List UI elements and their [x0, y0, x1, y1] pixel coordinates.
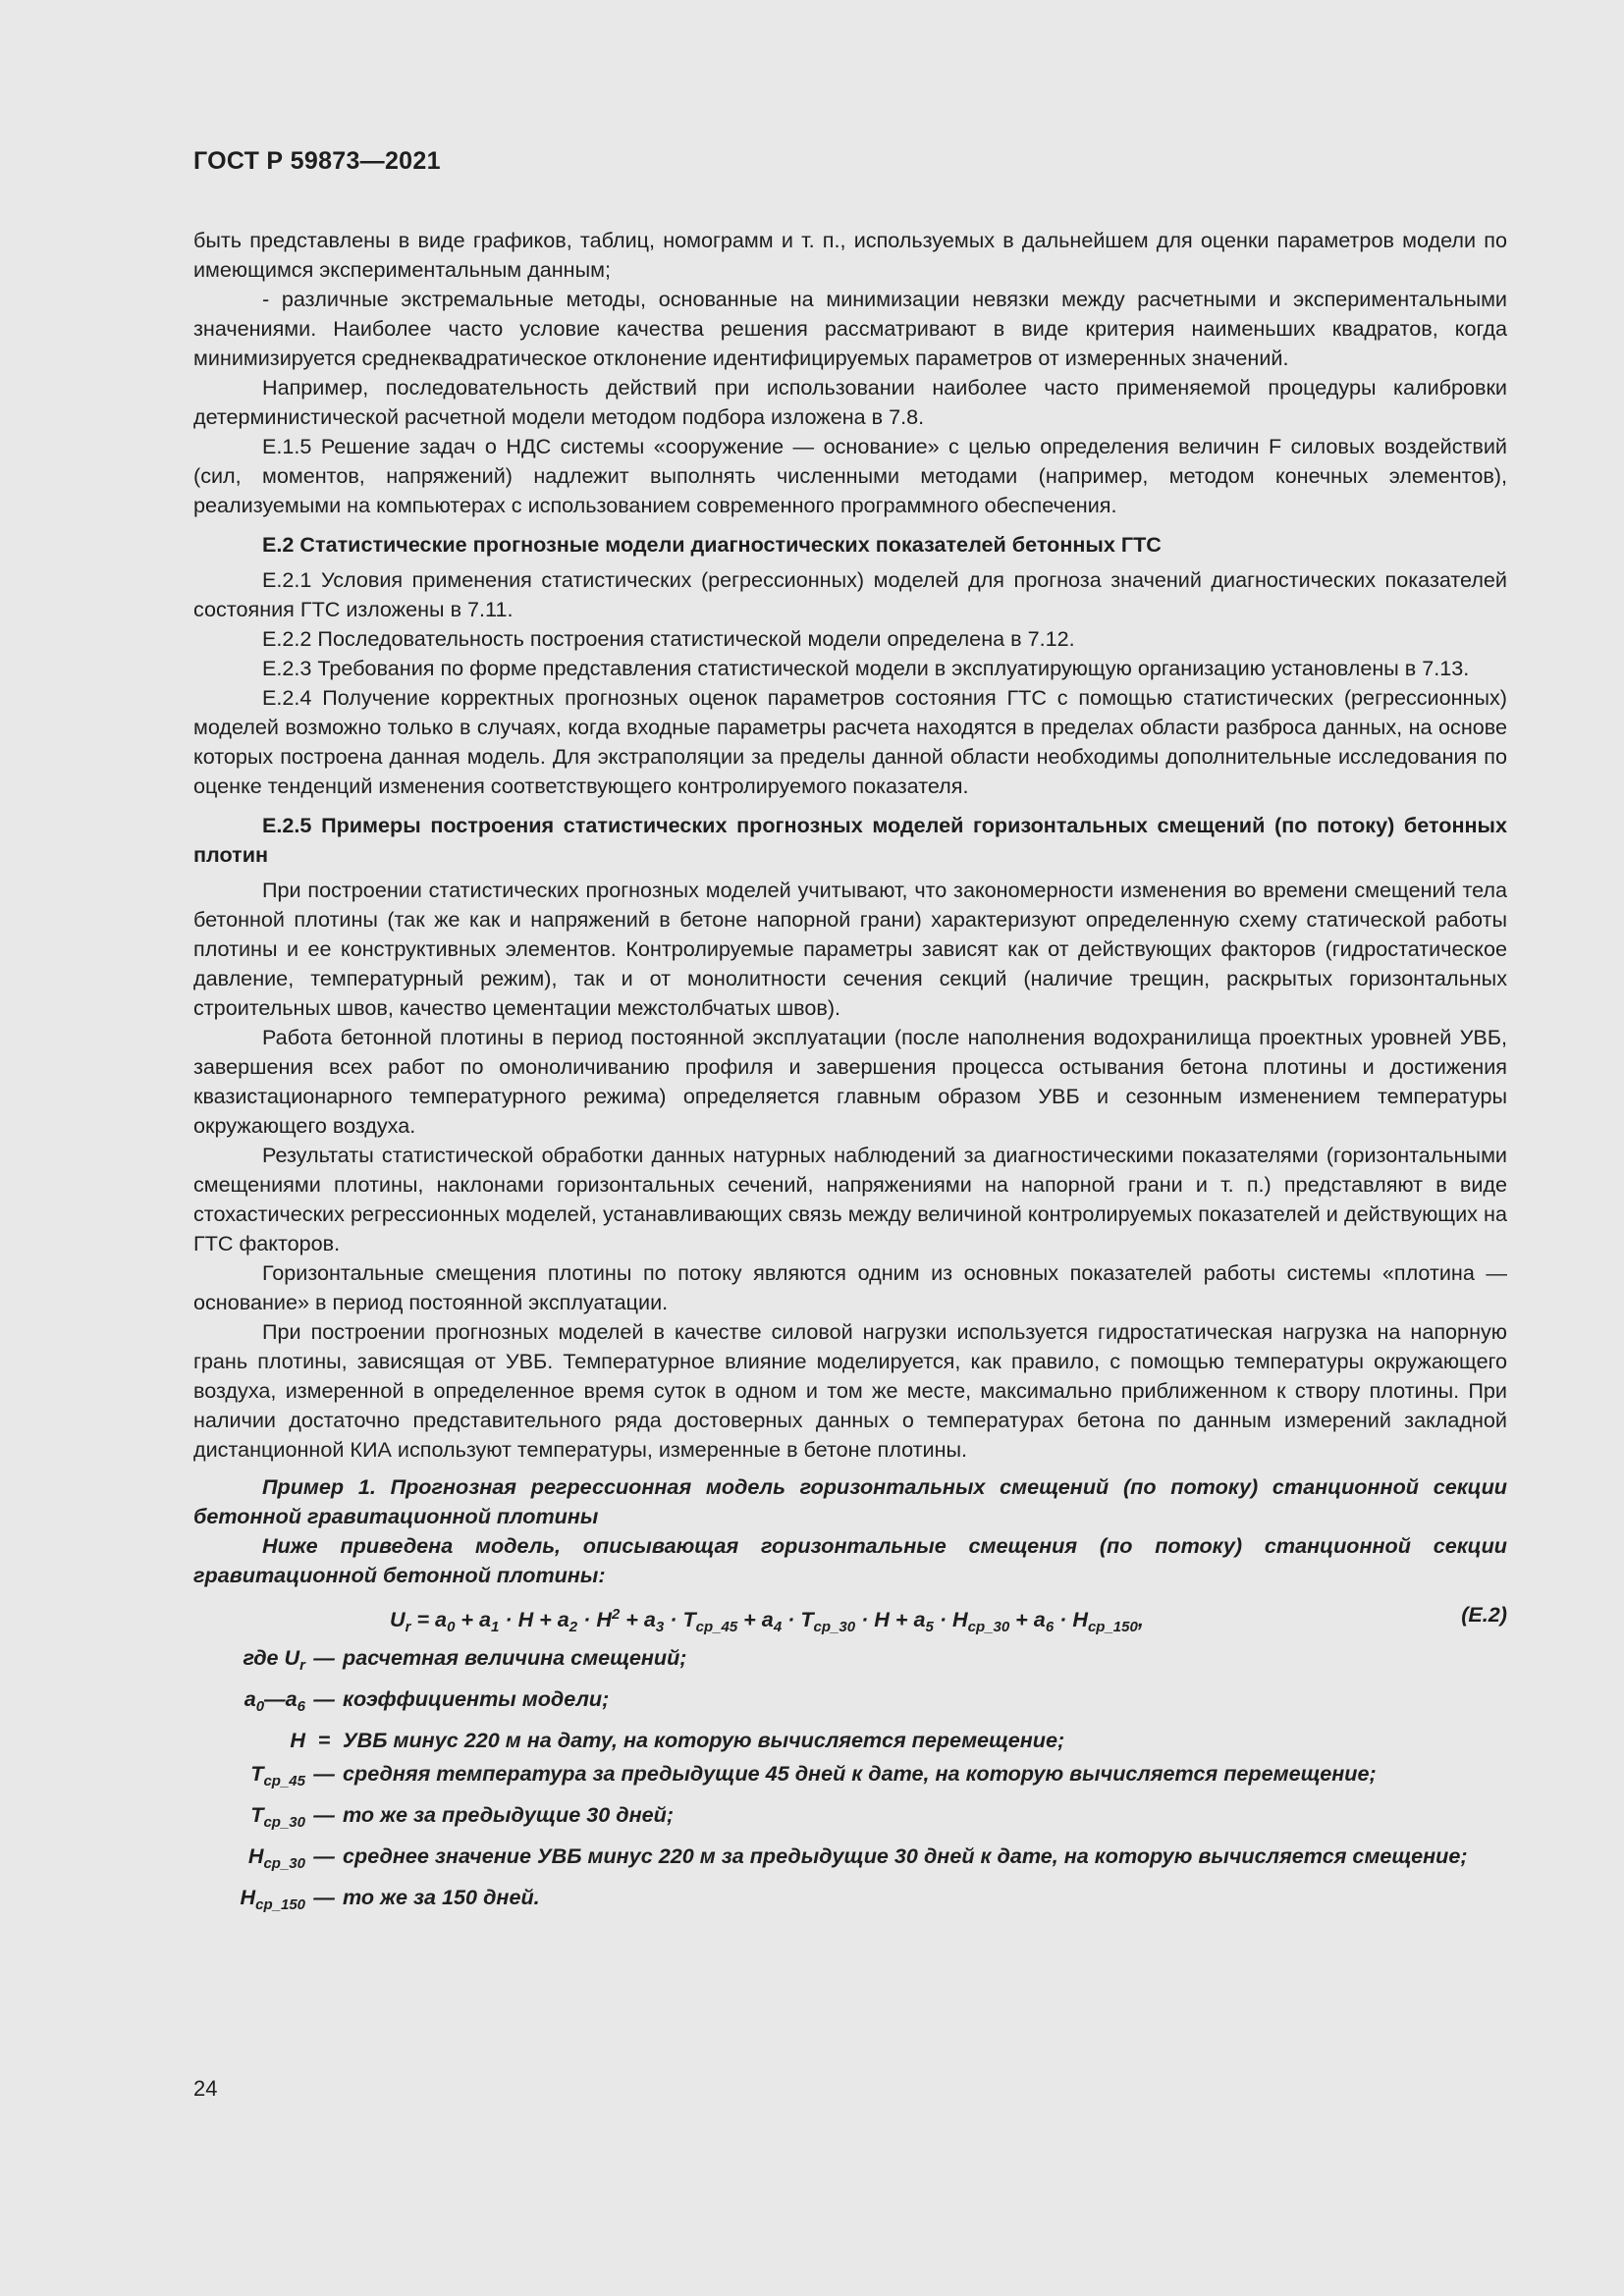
paragraph: Например, последовательность действий при использовании наиболее часто применяемой процедуры калибровки детерминистической расчетной модели методом подбора изложена в 7.8.: [193, 375, 1507, 429]
variable-definitions: [193, 1643, 1507, 1920]
paragraph: Результаты статистической обработки данных натурных наблюдений за диагностическими показателями (горизонтальными смещениями плотины, наклонами горизонтальных сечений, напряжениями на напорной грани и т. п.) представляют в виде стохастических регрессионных моделей, устанавливающих связь между величиной контролируемых показателей и действующих на ГТС факторов.: [193, 1143, 1507, 1255]
document-header: ГОСТ Р 59873—2021: [193, 147, 441, 175]
definition-symbol: H: [290, 1728, 305, 1752]
paragraph: Е.2.1 Условия применения статистических (регрессионных) моделей для прогноза значений диагностических показателей состояния ГТС изложены в 7.11.: [193, 567, 1507, 621]
formula-expression: $U_r = a_0 + a_1 \cdot H + a_2 \cdot H^2 + a_3 \cdot T_{ср\_45} + a_4 \cdot T_{ср\_30} \cdot H + a_5 \cdot H_{ср\_30} + a_6 \cdot H_{ср\_150}$,: [390, 1606, 1144, 1635]
subsection-heading: Е.2.5 Примеры построения статистических прогнозных моделей горизонтальных смещений (по потоку) бетонных плотин: [193, 813, 1507, 867]
paragraph: Е.1.5 Решение задач о НДС системы «сооружение — основание» с целью определения величин F силовых воздействий (сил, моментов, напряжений) надлежит выполнять численными методами (например, методом конечных элементов), реализуемыми на компьютерах с использованием современного программного обеспечения.: [193, 434, 1507, 517]
paragraph: - различные экстремальные методы, основанные на минимизации невязки между расчетными и экспериментальными значениями. Наиболее часто условие качества решения рассматривают в виде критерия наименьших квадратов, когда минимизируется среднеквадратическое отклонение идентифицируемых параметров от измеренных значений.: [193, 287, 1507, 370]
paragraph: Е.2.4 Получение корректных прогнозных оценок параметров состояния ГТС с помощью статистических (регрессионных) моделей возможно только в случаях, когда входные параметры расчета находятся в пределах области разброса данных, на основе которых построена данная модель. Для экстраполяции за пределы данной области необходимы дополнительные исследования по оценке тенденций изменения соответствующего контролируемого показателя.: [193, 685, 1507, 798]
definition-text: среднее значение УВБ минус 220 м за предыдущие 30 дней к дате, на которую вычисляется смещение;: [343, 1843, 1468, 1868]
definition-text: коэффициенты модели;: [343, 1686, 610, 1711]
definition-text: средняя температура за предыдущие 45 дней к дате, на которую вычисляется перемещение;: [343, 1761, 1377, 1786]
paragraph: Горизонтальные смещения плотины по потоку являются одним из основных показателей работы системы «плотина — основание» в период постоянной эксплуатации.: [193, 1260, 1507, 1314]
definition-row: $H_{ср\_30}$ — среднее значение УВБ минус 220 м за предыдущие 30 дней к дате, на которую вычисляется смещение;: [193, 1842, 1507, 1879]
paragraph: Работа бетонной плотины в период постоянной эксплуатации (после наполнения водохранилища проектных уровней УВБ, завершения всех работ по омоноличиванию профиля и завершения процесса остывания бетона плотины и достижения квазистационарного температурного режима) определяется главным образом УВБ и сезонным изменением температуры окружающего воздуха.: [193, 1025, 1507, 1138]
example-title: Пример 1. Прогнозная регрессионная модель горизонтальных смещений (по потоку) станционной секции бетонной гравитационной плотины: [193, 1474, 1507, 1528]
definition-symbol: где $U_r$: [243, 1645, 305, 1674]
definition-row: $a_0—a_6$ — коэффициенты модели;: [193, 1684, 1507, 1722]
paragraph: быть представлены в виде графиков, таблиц, номограмм и т. п., используемых в дальнейшем для оценки параметров модели по имеющимся экспериментальным данным;: [193, 228, 1507, 282]
definition-row: где $U_r$ — расчетная величина смещений;: [193, 1643, 1507, 1681]
paragraph: При построении прогнозных моделей в качестве силовой нагрузки используется гидростатическая нагрузка на напорную грань плотины, зависящая от УВБ. Температурное влияние моделируется, как правило, с помощью температуры окружающего воздуха, измеренной в определенное время суток в одном и том же месте, максимально приближенном к створу плотины. При наличии достаточно представительного ряда достоверных данных о температурах бетона по данным измерений закладной дистанционной КИА используют температуры, измеренные в бетоне плотины.: [193, 1319, 1507, 1462]
definition-row: H = УВБ минус 220 м на дату, на которую вычисляется перемещение;: [193, 1726, 1507, 1755]
section-heading: Е.2 Статистические прогнозные модели диагностических показателей бетонных ГТС: [262, 532, 1162, 557]
definition-text: УВБ минус 220 м на дату, на которую вычисляется перемещение;: [343, 1728, 1065, 1752]
definition-text: расчетная величина смещений;: [343, 1645, 687, 1670]
definition-symbol: $T_{ср\_45}$: [250, 1761, 305, 1789]
definition-row: $T_{ср\_45}$ — средняя температура за предыдущие 45 дней к дате, на которую вычисляется перемещение;: [193, 1759, 1507, 1796]
example-intro: Ниже приведена модель, описывающая горизонтальные смещения (по потоку) станционной секции гравитационной бетонной плотины:: [193, 1533, 1507, 1587]
page-number: 24: [193, 2076, 218, 2101]
definition-symbol: $H_{ср\_150}$: [240, 1885, 305, 1913]
paragraph: При построении статистических прогнозных моделей учитывают, что закономерности изменения во времени смещений тела бетонной плотины (так же как и напряжений в бетоне напорной грани) характеризуют определенную схему статической работы плотины и ее конструктивных элементов. Контролируемые параметры зависят как от действующих факторов (гидростатическое давление, температурный режим), так и от монолитности сечения секций (наличие трещин, раскрытых горизонтальных строительных швов, качество цементации межстолбчатых швов).: [193, 878, 1507, 1020]
definition-text: то же за предыдущие 30 дней;: [343, 1802, 675, 1827]
paragraph: Е.2.3 Требования по форме представления статистической модели в эксплуатирующую организацию установлены в 7.13.: [262, 656, 1470, 680]
definition-row: $T_{ср\_30}$ — то же за предыдущие 30 дней;: [193, 1800, 1507, 1838]
definition-symbol: $T_{ср\_30}$: [250, 1802, 305, 1831]
definition-text: то же за 150 дней.: [343, 1885, 540, 1909]
definition-symbol: $a_0—a_6$: [244, 1686, 305, 1715]
document-body: [193, 226, 1507, 1924]
formula-number: (Е.2): [1461, 1602, 1507, 1627]
formula-e2: [193, 1598, 1507, 1637]
definition-symbol: $H_{ср\_30}$: [247, 1843, 305, 1872]
paragraph: Е.2.2 Последовательность построения статистической модели определена в 7.12.: [262, 626, 1075, 651]
definition-row: $H_{ср\_150}$ — то же за 150 дней.: [193, 1883, 1507, 1920]
